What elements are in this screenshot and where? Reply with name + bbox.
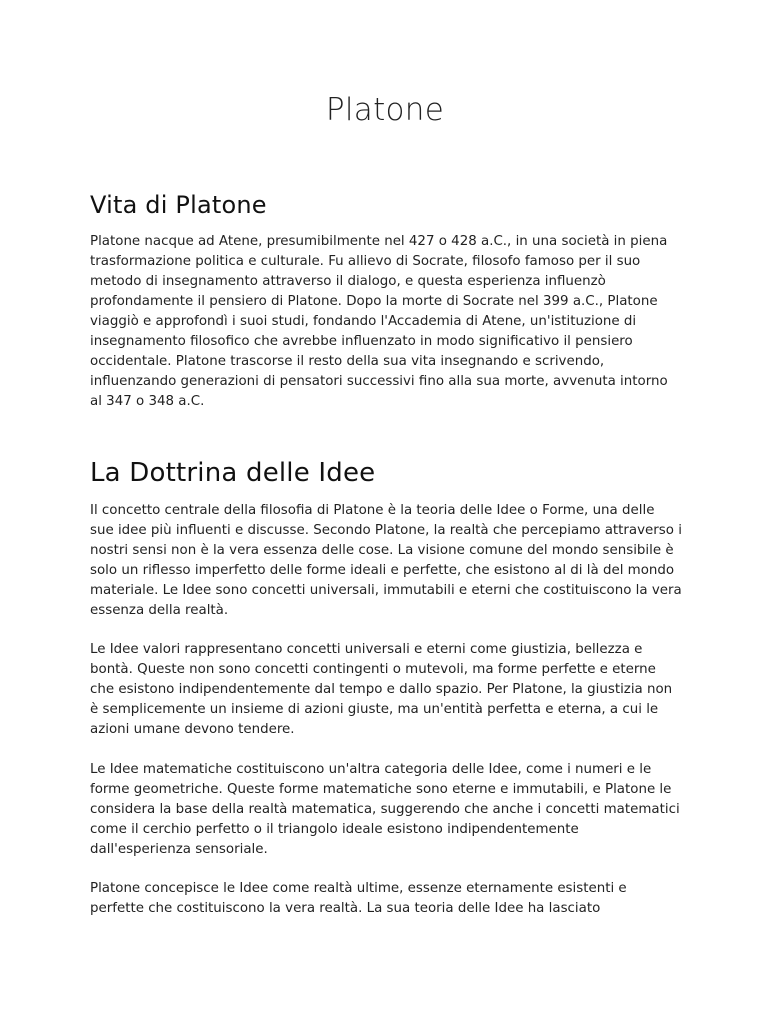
section-heading-vita: Vita di Platone: [90, 191, 267, 219]
paragraph-dottrina-2: Le Idee valori rappresentano concetti universali e eterni come giustizia, bellezza e bontà. Queste non sono concetti contingenti o mutevoli, ma forme perfette e eterne che esistono indipendentemente dal tempo e dallo spazio. Per Platone, la giustizia non è semplicemente un insieme di azioni giuste, ma un'entità perfetta e eterna, a cui le azioni umane devono tendere.: [90, 642, 673, 737]
paragraph-vita-1: Platone nacque ad Atene, presumibilmente nel 427 o 428 a.C., in una società in piena trasformazione politica e culturale. Fu allievo di Socrate, filosofo famoso per il suo metodo di insegnamento attraverso il dialogo, e questa esperienza influenzò profondamente il pensiero di Platone. Dopo la morte di Socrate nel 399 a.C., Platone viaggiò e approfondì i suoi studi, fondando l'Accademia di Atene, un'istituzione di insegnamento filosofico che avrebbe influenzato in modo significativo il pensiero occidentale. Platone trascorse il resto della sua vita insegnando e scrivendo, influenzando generazioni di pensatori successivi fino alla sua morte, avvenuta intorno al 347 o 348 a.C.: [90, 234, 668, 409]
paragraph-dottrina-1: Il concetto centrale della filosofia di Platone è la teoria delle Idee o Forme, una delle sue idee più influenti e discusse. Secondo Platone, la realtà che percepiamo attraverso i nostri sensi non è la vera essenza delle cose. La visione comune del mondo sensibile è solo un riflesso imperfetto delle forme ideali e perfette, che esistono al di là del mondo materiale. Le Idee sono concetti universali, immutabili e eterni che costituiscono la vera essenza della realtà.: [90, 503, 682, 618]
paragraph-dottrina-4: Platone concepisce le Idee come realtà ultime, essenze eternamente esistenti e perfette che costituiscono la vera realtà. La sua teoria delle Idee ha lasciato: [90, 881, 627, 916]
document-title: Platone: [325, 92, 445, 128]
paragraph-dottrina-3: Le Idee matematiche costituiscono un'altra categoria delle Idee, come i numeri e le forme geometriche. Queste forme matematiche sono eterne e immutabili, e Platone le considera la base della realtà matematica, suggerendo che anche i concetti matematici come il cerchio perfetto o il triangolo ideale esistono indipendentemente dall'esperienza sensoriale.: [90, 762, 680, 857]
section-heading-dottrina: La Dottrina delle Idee: [90, 458, 376, 488]
